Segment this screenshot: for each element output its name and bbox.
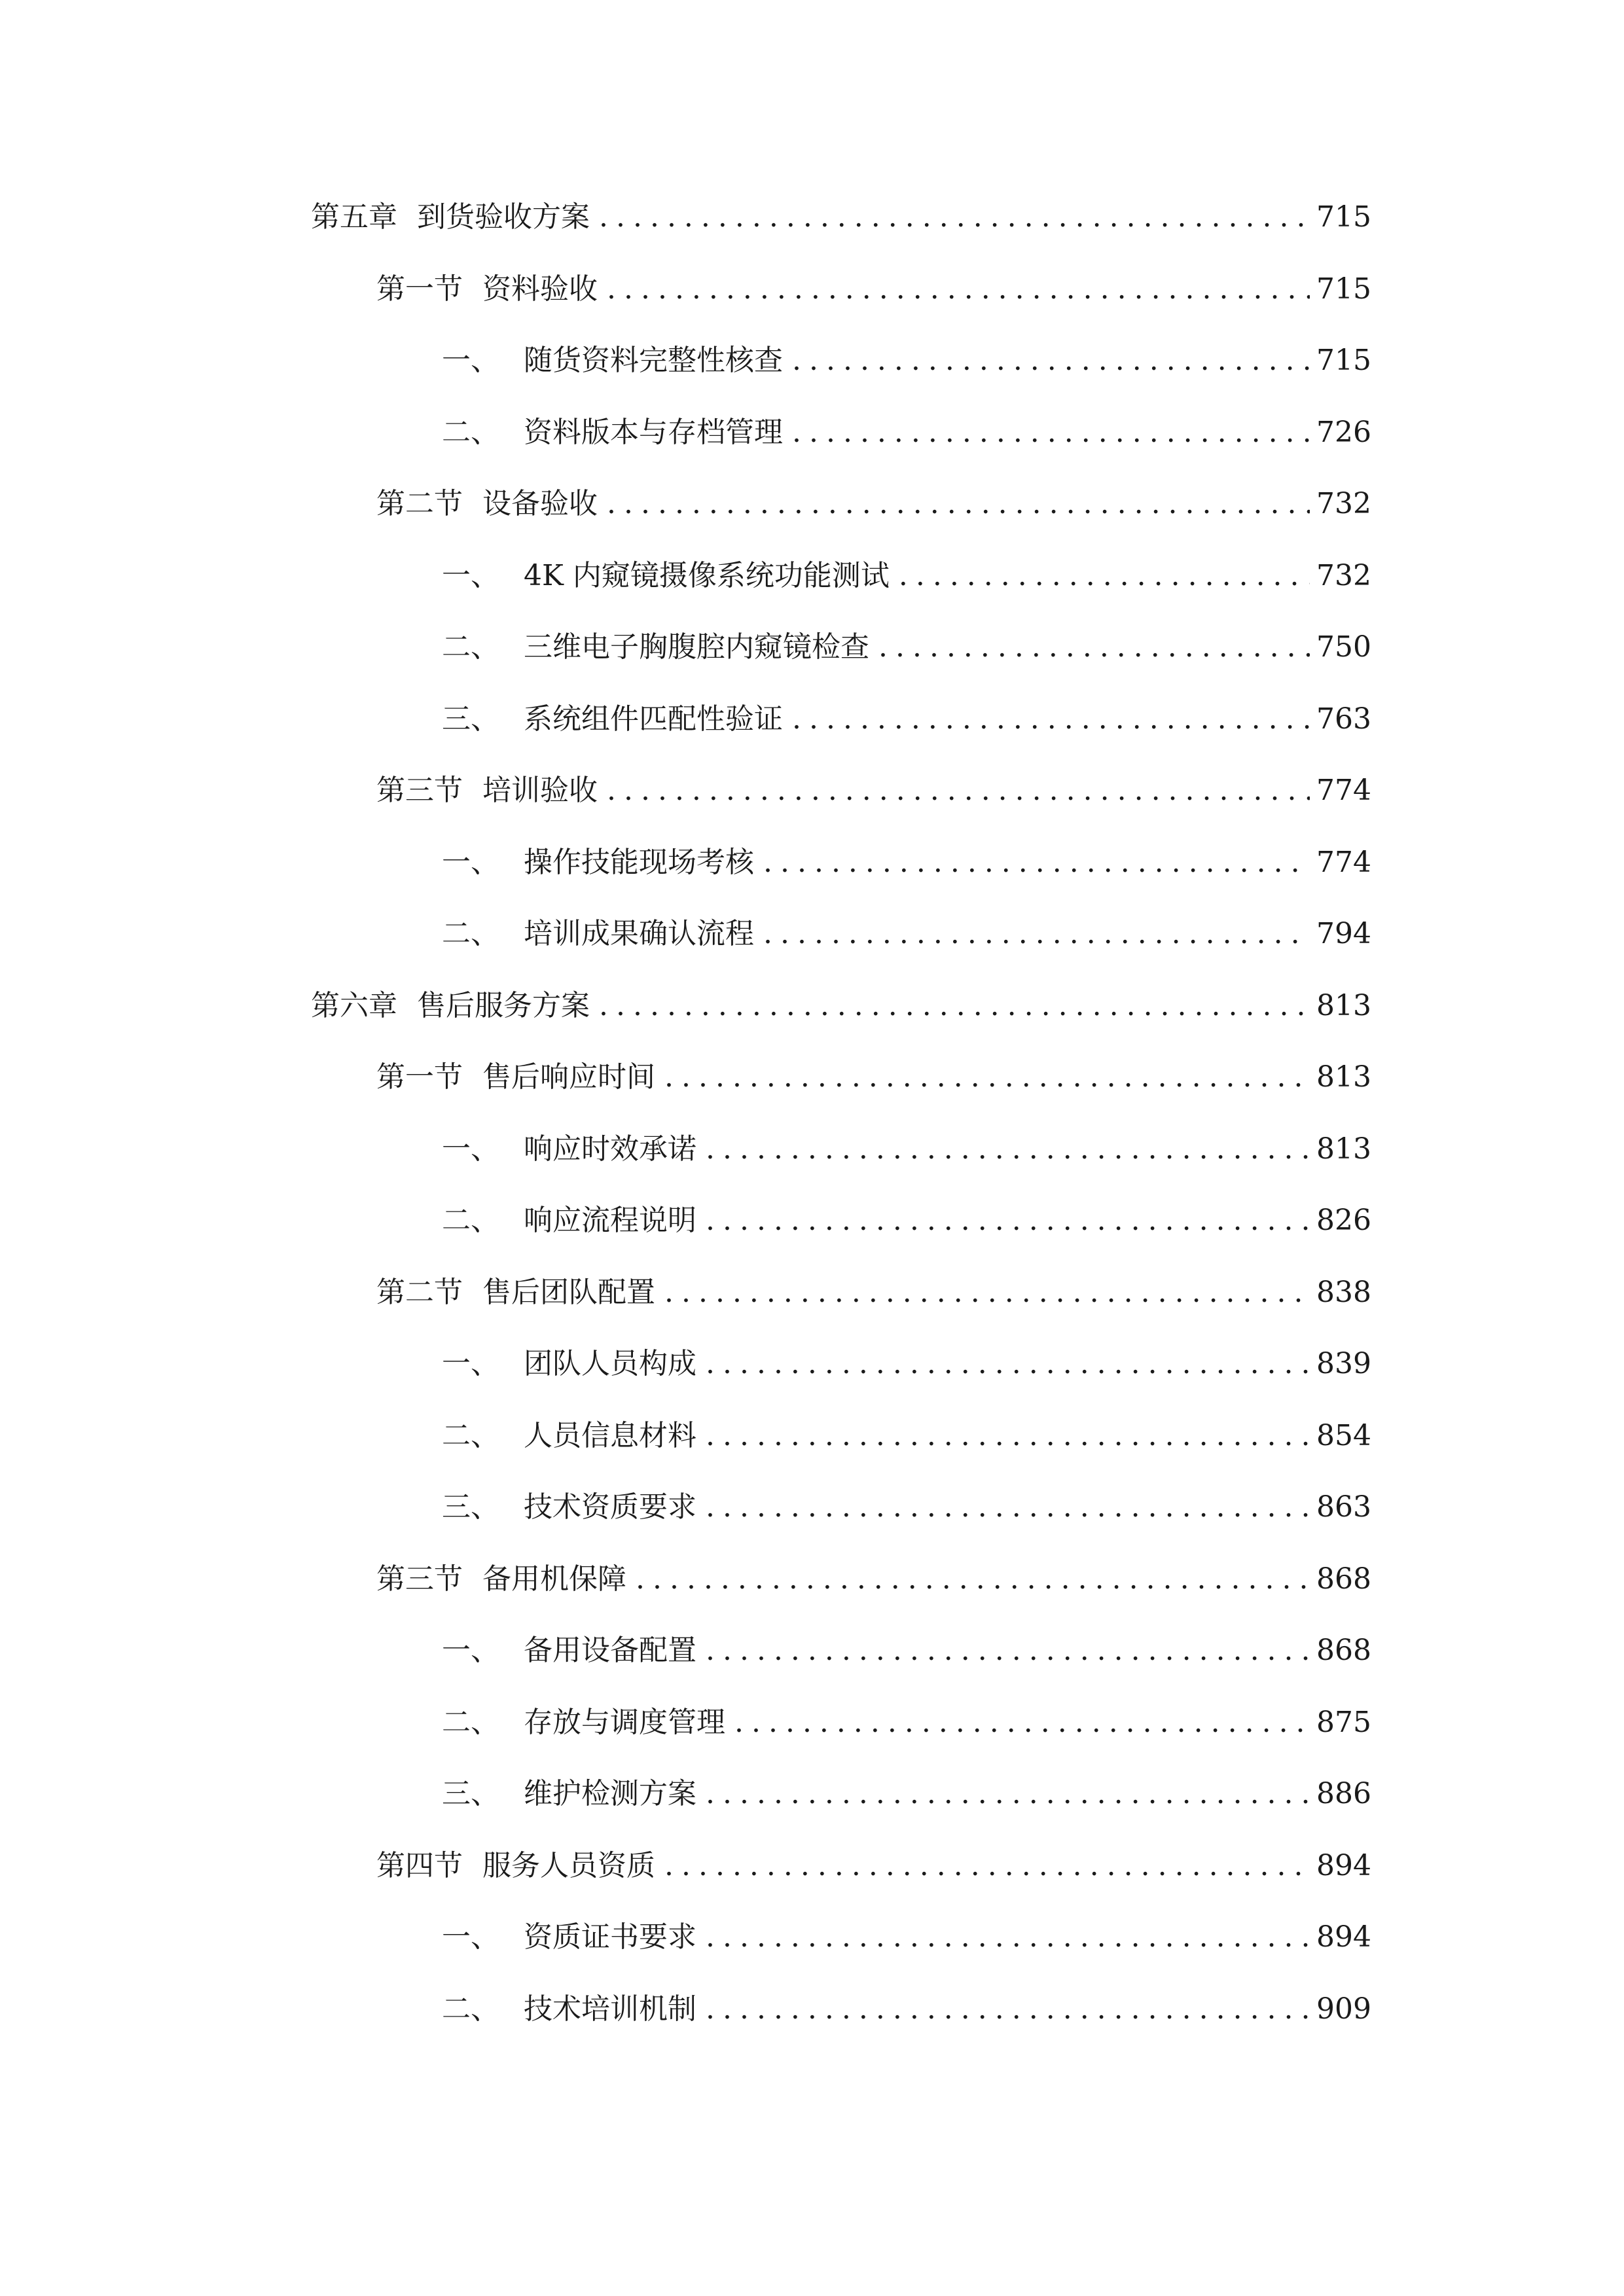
toc-dot-leader: [792, 693, 1310, 745]
toc-entry[interactable]: [376, 1051, 1371, 1103]
toc-entry[interactable]: [376, 1553, 1371, 1605]
toc-entry-number: 第四节: [376, 1849, 463, 1882]
toc-entry[interactable]: [442, 1768, 1371, 1820]
toc-entry[interactable]: [442, 908, 1371, 960]
toc-dot-leader: [706, 1194, 1310, 1247]
toc-row[interactable]: [0, 1410, 1624, 1462]
toc-entry-number: 三、: [442, 1490, 499, 1524]
toc-dot-leader: [636, 1553, 1310, 1605]
toc-row[interactable]: [0, 1696, 1624, 1749]
toc-page-number: 732: [1316, 559, 1371, 592]
toc-entry-title: 到货验收方案: [417, 200, 590, 234]
toc-page-number: 894: [1316, 1920, 1371, 1954]
toc-dot-leader: [706, 1123, 1310, 1175]
toc-entry-title: 备用机保障: [482, 1562, 626, 1596]
toc-entry-number: 二、: [442, 630, 499, 664]
toc-entry[interactable]: [442, 334, 1371, 387]
toc-page-number: 726: [1316, 416, 1371, 449]
toc-page-number: 774: [1316, 774, 1371, 807]
toc-entry-number: 第一节: [376, 272, 463, 306]
toc-row[interactable]: [0, 406, 1624, 459]
toc-entry-number: 一、: [442, 1347, 499, 1380]
toc-entry-title: 培训验收: [482, 774, 598, 807]
toc-entry[interactable]: [442, 1696, 1371, 1749]
toc-row[interactable]: [0, 1338, 1624, 1390]
toc-entry[interactable]: [442, 1983, 1371, 2036]
toc-row[interactable]: [0, 550, 1624, 602]
toc-row[interactable]: [0, 1768, 1624, 1820]
toc-page-number: 794: [1316, 917, 1371, 950]
toc-entry-title: 人员信息材料: [524, 1419, 696, 1452]
toc-entry-title: 系统组件匹配性验证: [524, 702, 783, 736]
toc-dot-leader: [599, 191, 1310, 243]
toc-row[interactable]: [0, 621, 1624, 673]
toc-entry-number: 一、: [442, 344, 499, 377]
toc-row[interactable]: [0, 334, 1624, 387]
toc-entry-title: 响应时效承诺: [524, 1132, 696, 1166]
toc-entry-title: 存放与调度管理: [524, 1706, 725, 1739]
toc-entry[interactable]: [442, 1410, 1371, 1462]
toc-entry-number: 第二节: [376, 487, 463, 520]
toc-page-number: 826: [1316, 1204, 1371, 1237]
toc-page-number: 868: [1316, 1634, 1371, 1667]
toc-dot-leader: [664, 1051, 1310, 1103]
toc-entry-number: 二、: [442, 416, 499, 449]
toc-dot-leader: [763, 908, 1310, 960]
toc-entry-title: 随货资料完整性核查: [524, 344, 783, 377]
toc-entry-title: 三维电子胸腹腔内窥镜检查: [524, 630, 869, 664]
toc-entry-title: 资料验收: [482, 272, 598, 306]
toc-entry-title: 售后服务方案: [417, 989, 590, 1022]
toc-entry[interactable]: [442, 1338, 1371, 1390]
toc-page-number: 715: [1316, 200, 1371, 234]
toc-entry-number: 二、: [442, 1204, 499, 1237]
toc-dot-leader: [664, 1266, 1310, 1319]
toc-row[interactable]: [0, 980, 1624, 1032]
toc-entry[interactable]: [442, 406, 1371, 459]
toc-row[interactable]: [0, 1553, 1624, 1605]
toc-entry-number: 一、: [442, 1132, 499, 1166]
toc-entry-number: 第二节: [376, 1276, 463, 1309]
toc-entry[interactable]: [376, 1266, 1371, 1319]
toc-dot-leader: [706, 1983, 1310, 2036]
toc-entry-title: 团队人员构成: [524, 1347, 696, 1380]
toc-entry-number: 第五章: [311, 200, 397, 234]
toc-row[interactable]: [0, 1123, 1624, 1175]
toc-dot-leader: [706, 1911, 1310, 1964]
toc-entry-number: 第六章: [311, 989, 397, 1022]
toc-dot-leader: [792, 334, 1310, 387]
toc-page-number: 715: [1316, 272, 1371, 306]
toc-dot-leader: [734, 1696, 1310, 1749]
toc-page-number: 875: [1316, 1706, 1371, 1739]
toc-page-number: 909: [1316, 1992, 1371, 2026]
toc-entry-number: 一、: [442, 846, 499, 879]
toc-entry[interactable]: [442, 1123, 1371, 1175]
toc-page-number: 813: [1316, 1060, 1371, 1094]
toc-row[interactable]: [0, 693, 1624, 745]
toc-row[interactable]: [0, 1266, 1624, 1319]
toc-entry[interactable]: [442, 1481, 1371, 1534]
toc-dot-leader: [792, 406, 1310, 459]
toc-entry-title: 售后团队配置: [482, 1276, 655, 1309]
toc-entry-title: 维护检测方案: [524, 1777, 696, 1810]
toc-page-number: 886: [1316, 1777, 1371, 1810]
toc-page-number: 763: [1316, 702, 1371, 736]
toc-entry-title: 4K 内窥镜摄像系统功能测试: [524, 559, 890, 592]
toc-entry[interactable]: [376, 764, 1371, 817]
toc-entry[interactable]: [442, 693, 1371, 745]
toc-entry-title: 设备验收: [482, 487, 598, 520]
toc-page-number: 894: [1316, 1849, 1371, 1882]
toc-entry-number: 第一节: [376, 1060, 463, 1094]
toc-page-number: 839: [1316, 1347, 1371, 1380]
toc-entry[interactable]: [376, 478, 1371, 530]
toc-dot-leader: [706, 1338, 1310, 1390]
toc-page-number: 732: [1316, 487, 1371, 520]
toc-dot-leader: [899, 550, 1310, 602]
toc-entry[interactable]: [442, 1624, 1371, 1677]
toc-entry-number: 第三节: [376, 774, 463, 807]
toc-dot-leader: [706, 1481, 1310, 1534]
toc-dot-leader: [878, 621, 1310, 673]
toc-page-number: 715: [1316, 344, 1371, 377]
toc-dot-leader: [664, 1840, 1310, 1892]
toc-row[interactable]: [0, 1481, 1624, 1534]
toc-row[interactable]: [0, 836, 1624, 889]
toc-row[interactable]: [0, 908, 1624, 960]
toc-entry-number: 三、: [442, 1777, 499, 1810]
toc-entry-title: 服务人员资质: [482, 1849, 655, 1882]
toc-page-number: 750: [1316, 630, 1371, 664]
toc-entry[interactable]: [442, 836, 1371, 889]
toc-row[interactable]: [0, 263, 1624, 315]
toc-entry-title: 备用设备配置: [524, 1634, 696, 1667]
toc-entry-number: 二、: [442, 917, 499, 950]
toc-page-number: 838: [1316, 1276, 1371, 1309]
toc-page-number: 854: [1316, 1419, 1371, 1452]
toc-dot-leader: [599, 980, 1310, 1032]
toc-row[interactable]: [0, 1840, 1624, 1892]
toc-entry-title: 资料版本与存档管理: [524, 416, 783, 449]
toc-entry[interactable]: [442, 621, 1371, 673]
toc-page-number: 774: [1316, 846, 1371, 879]
toc-row[interactable]: [0, 191, 1624, 243]
toc-entry-number: 第三节: [376, 1562, 463, 1596]
toc-dot-leader: [607, 263, 1310, 315]
toc-entry-number: 二、: [442, 1706, 499, 1739]
toc-entry[interactable]: [376, 263, 1371, 315]
toc-entry-title: 响应流程说明: [524, 1204, 696, 1237]
toc-row[interactable]: [0, 1051, 1624, 1103]
toc-entry-number: 二、: [442, 1992, 499, 2026]
toc-dot-leader: [607, 478, 1310, 530]
toc-row[interactable]: [0, 1911, 1624, 1964]
toc-page-number: 868: [1316, 1562, 1371, 1596]
toc-entry[interactable]: [311, 191, 1371, 243]
toc-entry-title: 售后响应时间: [482, 1060, 655, 1094]
toc-page-number: 813: [1316, 1132, 1371, 1166]
toc-entry-number: 一、: [442, 559, 499, 592]
toc-dot-leader: [763, 836, 1310, 889]
toc-entry[interactable]: [442, 1194, 1371, 1247]
toc-entry[interactable]: [311, 980, 1371, 1032]
toc-entry-number: 一、: [442, 1634, 499, 1667]
toc-row[interactable]: [0, 1983, 1624, 2036]
toc-entry-number: 三、: [442, 702, 499, 736]
toc-entry-title: 技术资质要求: [524, 1490, 696, 1524]
toc-dot-leader: [607, 764, 1310, 817]
toc-entry-title: 技术培训机制: [524, 1992, 696, 2026]
toc-entry-number: 二、: [442, 1419, 499, 1452]
toc-row[interactable]: [0, 764, 1624, 817]
toc-page-number: 813: [1316, 989, 1371, 1022]
toc-page-number: 863: [1316, 1490, 1371, 1524]
toc-entry[interactable]: [376, 1840, 1371, 1892]
toc-entry-title: 培训成果确认流程: [524, 917, 754, 950]
toc-entry-number: 一、: [442, 1920, 499, 1954]
toc-entry[interactable]: [442, 550, 1371, 602]
toc-row[interactable]: [0, 1194, 1624, 1247]
toc-row[interactable]: [0, 1624, 1624, 1677]
toc-row[interactable]: [0, 478, 1624, 530]
toc-entry-title: 操作技能现场考核: [524, 846, 754, 879]
toc-dot-leader: [706, 1624, 1310, 1677]
toc-entry[interactable]: [442, 1911, 1371, 1964]
toc-dot-leader: [706, 1410, 1310, 1462]
toc-entry-title: 资质证书要求: [524, 1920, 696, 1954]
toc-dot-leader: [706, 1768, 1310, 1820]
